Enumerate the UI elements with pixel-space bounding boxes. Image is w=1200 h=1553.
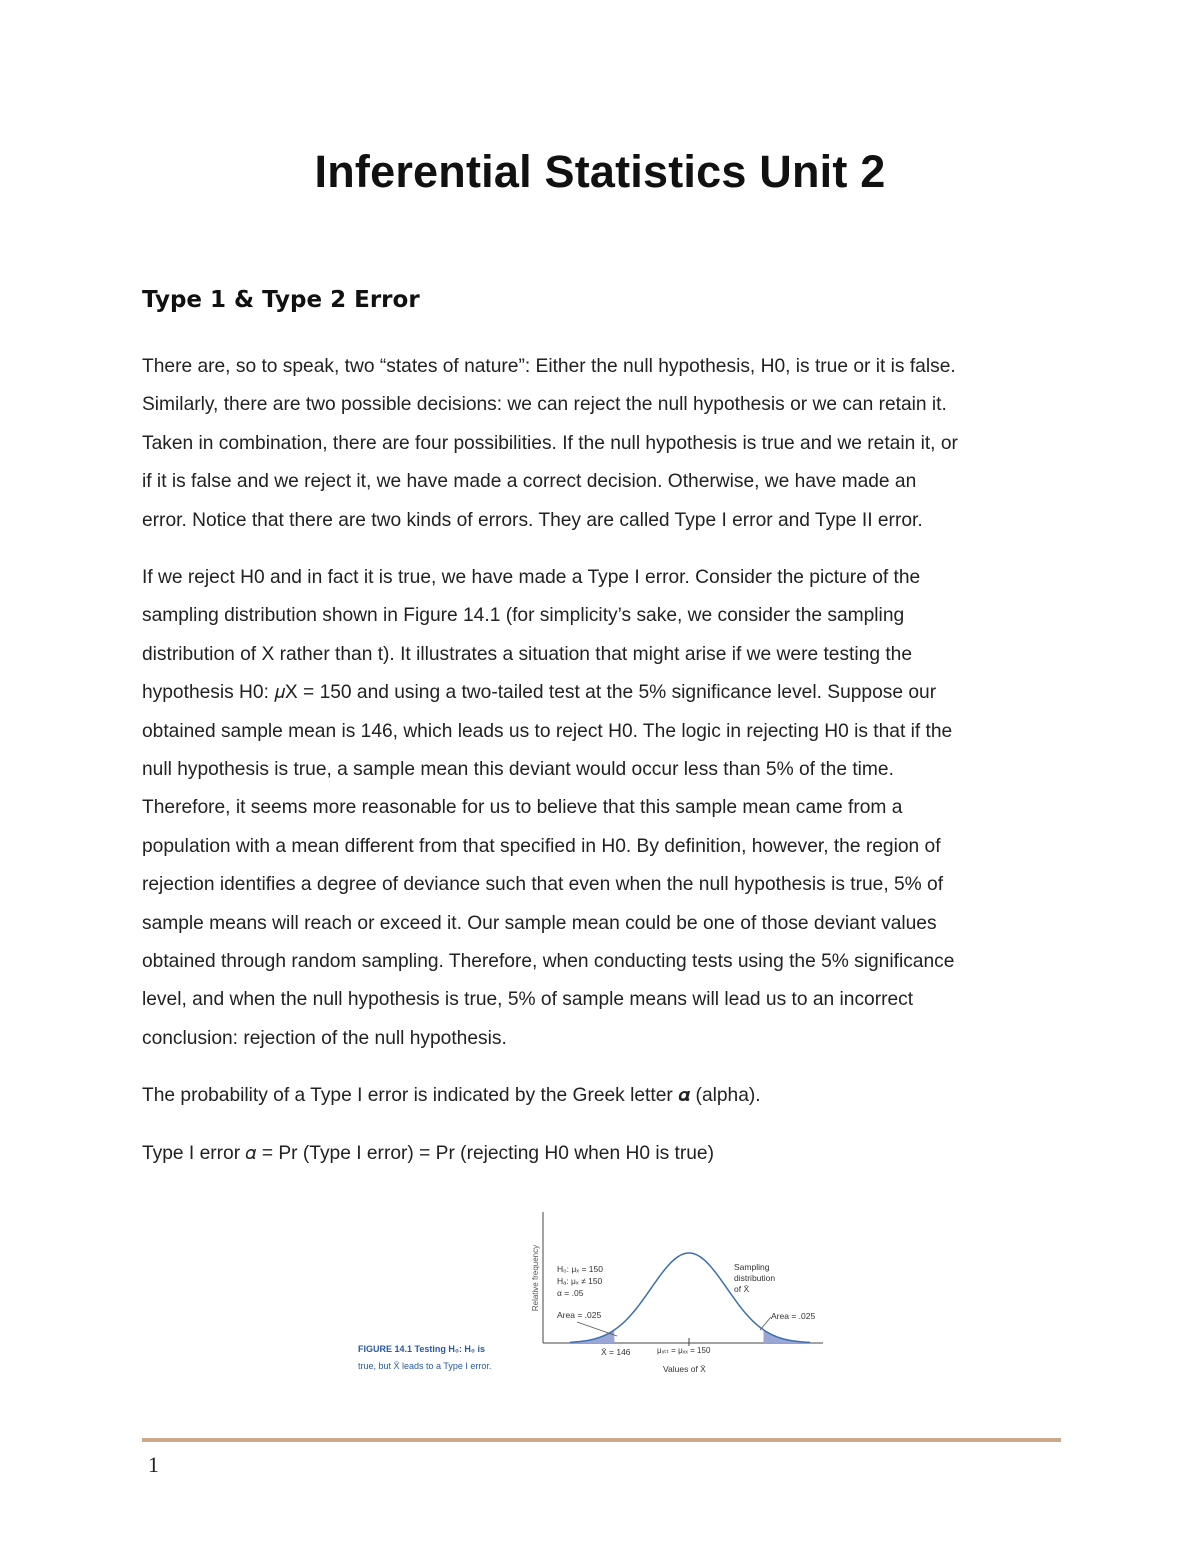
paragraph-alpha-formula: Type I error 𝛼 = Pr (Type I error) = Pr (rejecting H0 when H0 is true) (142, 1143, 714, 1164)
figure-null-hypothesis: H₀: μₓ = 150 (557, 1264, 603, 1274)
figure-center-label: μₓₜₜ = μₓₓ = 150 (657, 1346, 711, 1355)
right-rejection-region (763, 1330, 810, 1343)
paragraph-line: distribution of X rather than t). It illustrates a situation that might arise if we were testing the (142, 643, 913, 665)
right-area-pointer (760, 1317, 771, 1330)
figure-right-area-label: Area = .025 (771, 1311, 816, 1321)
paragraph-line: Therefore, it seems more reasonable for us to believe that this sample mean came from a (142, 797, 903, 819)
paragraph-line: There are, so to speak, two “states of nature”: Either the null hypothesis, H0, is true or it is false. (142, 356, 956, 377)
paragraph-line: obtained through random sampling. Therefore, when conducting tests using the 5% significance (142, 951, 955, 973)
figure-left-area-label: Area = .025 (557, 1310, 602, 1320)
paragraph-line: level, and when the null hypothesis is true, 5% of sample means will lead us to an incorrect (142, 989, 914, 1011)
paragraph-line: conclusion: rejection of the null hypothesis. (142, 1027, 507, 1049)
paragraph-line: sampling distribution shown in Figure 14.1 (for simplicity’s sake, we consider the sampling (142, 605, 905, 627)
section-heading: Type 1 & Type 2 Error (142, 287, 420, 313)
figure-14-1 (355, 1208, 835, 1378)
page-number: 1 (148, 1452, 159, 1477)
paragraph-line: population with a mean different from that specified in H0. By definition, however, the region of (142, 835, 941, 857)
paragraph-line: sample means will reach or exceed it. Our sample mean could be one of those deviant values (142, 912, 937, 934)
paragraph-line: Taken in combination, there are four possibilities. If the null hypothesis is true and we retain it, or (142, 432, 958, 454)
left-area-pointer (577, 1322, 617, 1336)
paragraph-line: hypothesis H0: 𝜇X = 150 and using a two-tailed test at the 5% significance level. Suppose our (142, 682, 937, 704)
figure-sampling-label: Sampling (734, 1262, 770, 1272)
paragraph-type-one-error (142, 559, 1062, 1058)
paragraph-line: If we reject H0 and in fact it is true, we have made a Type I error. Consider the picture of the (142, 567, 921, 588)
figure-caption-line: FIGURE 14.1 Testing H₀: H₀ is (358, 1344, 485, 1354)
document-title: Inferential Statistics Unit 2 (314, 146, 886, 197)
paragraph-states-of-nature (142, 348, 1062, 540)
figure-sampling-label: distribution (734, 1273, 776, 1283)
sampling-distribution-curve (570, 1253, 810, 1342)
footer-rule (142, 1438, 1061, 1442)
paragraph-line: if it is false and we reject it, we have made a correct decision. Otherwise, we have made an (142, 471, 917, 493)
figure-y-axis-label: Relative frequency (531, 1244, 540, 1312)
paragraph-line: obtained sample mean is 146, which leads us to reject H0. The logic in rejecting H0 is that if the (142, 720, 953, 742)
paragraph-alpha-definition: The probability of a Type I error is indicated by the Greek letter 𝜶 (alpha). (142, 1085, 761, 1106)
paragraph-line: null hypothesis is true, a sample mean this deviant would occur less than 5% of the time. (142, 759, 894, 781)
figure-sampling-label: of X̄ (734, 1284, 750, 1294)
figure-alpha-level: α = .05 (557, 1288, 584, 1298)
figure-alt-hypothesis: Hₐ: μₓ ≠ 150 (557, 1276, 603, 1286)
paragraph-line: Similarly, there are two possible decisions: we can reject the null hypothesis or we can retain it. (142, 394, 947, 416)
paragraph-line: rejection identifies a degree of deviance such that even when the null hypothesis is true, 5% of (142, 874, 944, 896)
figure-x-axis-label: Values of X̄ (663, 1364, 706, 1374)
figure-sample-mean-label: X̄ = 146 (601, 1347, 631, 1357)
paragraph-line: error. Notice that there are two kinds of errors. They are called Type I error and Type II error. (142, 509, 923, 531)
figure-caption-line: true, but X̄ leads to a Type I error. (358, 1361, 492, 1371)
left-rejection-region (570, 1330, 615, 1343)
